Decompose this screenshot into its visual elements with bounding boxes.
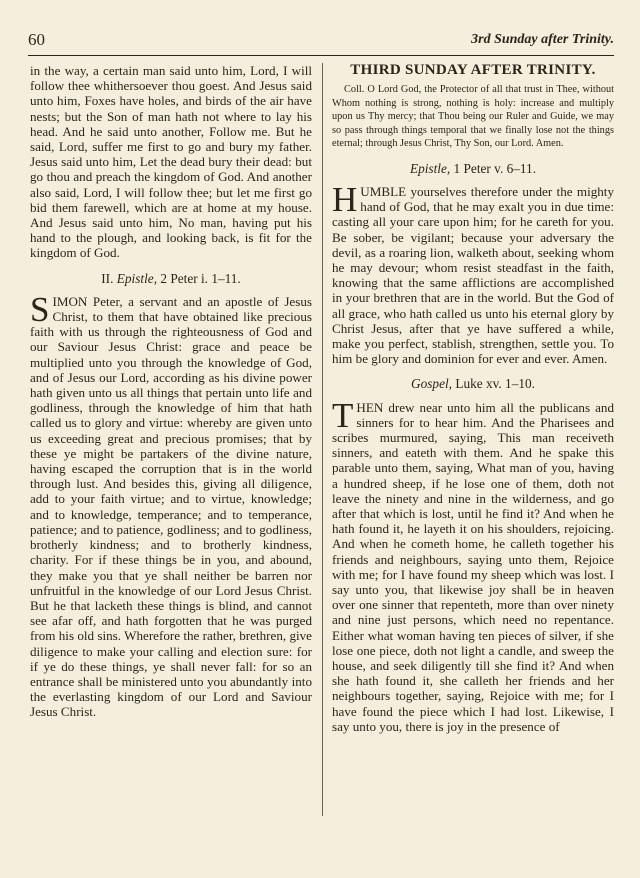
epistle-body-right: UMBLE yourselves therefore under the mighty hand of God, that he may exalt you in due time: casting all your care upon him; for he careth for you. Be sober, be vigilant; because your adversary the devil, as a roaring lion, walketh about, seeking whom he may devour; whom resist steadfast in the faith, knowing that the same afflictions are accomplished in your brethren that are in the world. But the God of all grace, who hath called us unto his eternal glory by Christ Jesus, after that ye have suffered a while, make you perfect, stablish, strengthen, settle you. To him be glory and dominion for ever and ever. Amen. — [332, 183, 614, 367]
epistle-text-right — [332, 179, 614, 367]
gospel-continuation: in the way, a certain man said unto him, Lord, I will follow thee whithersoever thou goest. And Jesus said unto him, Foxes have holes, and birds of the air have nests; but the Son of man hath not where to lay his head. And he said unto another, Follow me. But he said, Lord, suffer me first to go and bury my father. Jesus said unto him, Let the dead bury their dead: but go thou and preach the kingdom of God. And another also said, Lord, I will follow thee; but let me first go bid them farewell, which are at home at my house. And Jesus said unto him, No man, having put his hand to the plough, and looking back, is fit for the kingdom of God. — [30, 63, 312, 261]
day-title: THIRD SUNDAY AFTER TRINITY. — [350, 63, 596, 78]
epistle-numeral: II. — [101, 270, 114, 286]
left-column — [30, 63, 312, 864]
header-rule — [28, 55, 614, 56]
gospel-heading — [332, 376, 614, 391]
epistle-word-right: Epistle, — [409, 160, 451, 176]
gospel-body: HEN drew near unto him all the publicans and sinners for to hear him. And the Pharisees and scribes murmured, saying, This man receiveth sinners, and eateth with them. And he spake this parable unto them, saying, What man of you, having a hundred sheep, if he lose one of them, doth not leave the ninety and nine in the wilderness, and go after that which is lost, until he find it? And when he hath found it, he layeth it on his shoulders, rejoicing. And when he cometh home, he calleth together his friends and neighbours, saying unto them, Rejoice with me; for I have found my sheep which was lost. I say unto you, that likewise joy shall be in heaven over one sinner that repenteth, more than over ninety and nine just persons, which need no repentance. Either what woman having ten pieces of silver, if she lose one piece, doth not light a candle, and sweep the house, and seek diligently till she find it? And when she hath found it, she calleth her friends and her neighbours together, saying, Rejoice with me; for I have found the piece which I had lost. Likewise, I say unto you, there is joy in the presence of — [332, 399, 614, 734]
epistle-ref: 2 Peter i. 1–11. — [160, 270, 241, 286]
gospel-dropcap: T — [332, 395, 354, 435]
gospel-ref: Luke xv. 1–10. — [455, 376, 535, 392]
epistle-text-left — [30, 289, 312, 720]
epistle-dropcap-left: S — [30, 289, 50, 329]
column-divider — [322, 63, 323, 816]
running-head: 3rd Sunday after Trinity. — [471, 32, 614, 47]
epistle-heading-left — [30, 271, 312, 286]
gospel-text — [332, 395, 614, 734]
epistle-word: Epistle, — [116, 270, 158, 286]
epistle-ref-right: 1 Peter v. 6–11. — [453, 160, 537, 176]
epistle-heading-right — [332, 161, 614, 176]
page-number: 60 — [28, 30, 45, 49]
collect: Coll. O Lord God, the Protector of all that trust in Thee, without Whom nothing is strong, nothing is holy: increase and multiply upon us Thy mercy; that Thou being our Ruler and Guide, we may so pass through things temporal that we finally lose not the things eternal; through Jesus Christ, Thy Son, our Lord. Amen. — [332, 84, 614, 150]
epistle-body-left: IMON Peter, a servant and an apostle of Jesus Christ, to them that have obtained like precious faith with us through the righteousness of God and our Saviour Jesus Christ: grace and peace be multiplied unto you through the knowledge of God, and of Jesus our Lord, according as his divine power hath given unto us all things that pertain unto life and godliness, through the knowledge of him that hath called us to glory and virtue: whereby are given unto us exceeding great and precious promises; that by these ye might be partakers of the divine nature, having escaped the corruption that is in the world through lust. And besides this, giving all diligence, add to your faith virtue; and to virtue, knowledge; and to knowledge, temperance; and to temperance, patience; and to patience, godliness; and to godliness, brotherly kindness; and to brotherly kindness, charity. For if these things be in you, and abound, they make you that ye shall neither be barren nor unfruitful in the knowledge of our Lord Jesus Christ. But he that lacketh these things is blind, and cannot see afar off, and hath forgotten that he was purged from his old sins. Wherefore the rather, brethren, give diligence to make your calling and election sure: for if ye do these things, ye shall never fall: for so an entrance shall be ministered unto you abundantly into the everlasting kingdom of our Lord and Saviour Jesus Christ. — [30, 293, 312, 720]
epistle-dropcap-right: H — [332, 179, 358, 219]
right-column — [332, 63, 614, 864]
gospel-word: Gospel, — [411, 376, 452, 392]
